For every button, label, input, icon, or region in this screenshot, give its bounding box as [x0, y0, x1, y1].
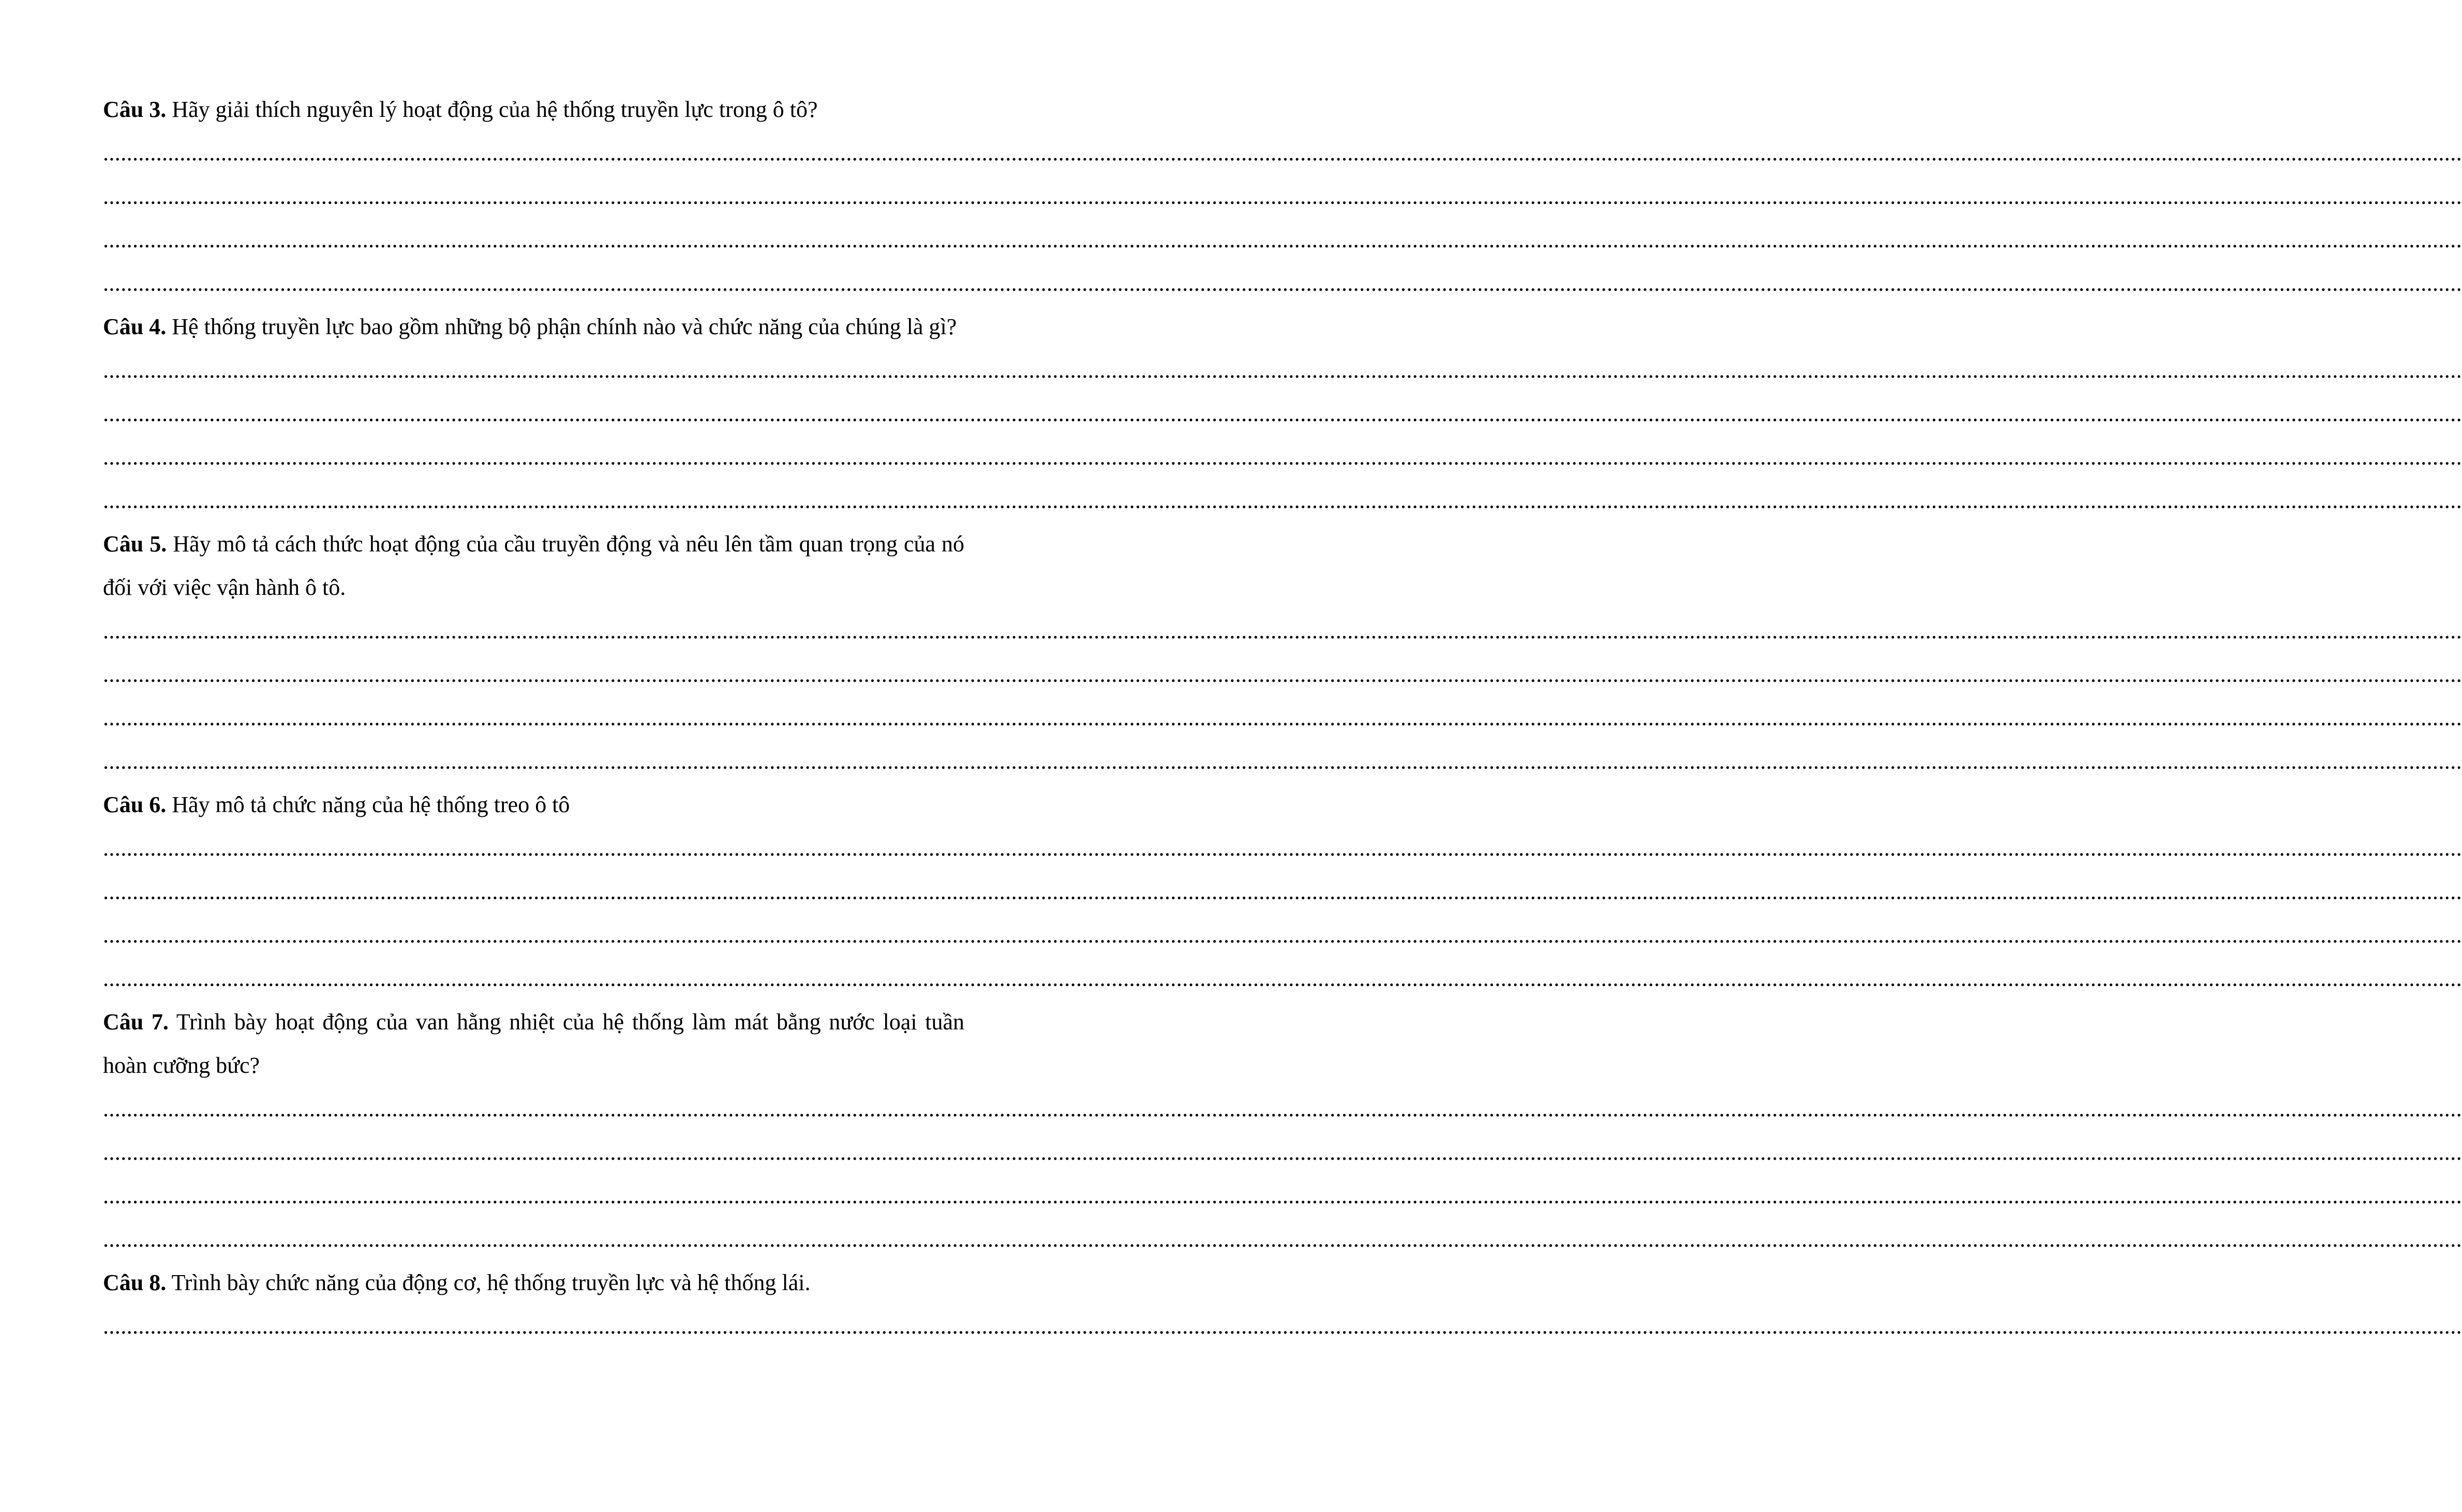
answer-lines: [103, 609, 2462, 783]
answer-dotted-line: ................................................................................................................................................................................................................................................................................................................................................................................................................: [103, 966, 2462, 991]
question-body: Hệ thống truyền lực bao gồm những bộ phận chính nào và chức năng của chúng là gì?: [166, 314, 957, 339]
question-body: Trình bày chức năng của động cơ, hệ thống truyền lực và hệ thống lái.: [166, 1270, 811, 1295]
answer-dotted-line: ................................................................................................................................................................................................................................................................................................................................................................................................................: [103, 184, 2462, 209]
question-8: [103, 1261, 2462, 1348]
answer-dotted-line: ................................................................................................................................................................................................................................................................................................................................................................................................................: [103, 227, 2462, 252]
question-3: [103, 88, 2462, 305]
question-label: Câu 7.: [103, 1009, 169, 1035]
answer-dotted-line: ................................................................................................................................................................................................................................................................................................................................................................................................................: [103, 748, 2462, 774]
answer-lines: [103, 1305, 2462, 1348]
question-text: [103, 1000, 964, 1087]
answer-dotted-line: ................................................................................................................................................................................................................................................................................................................................................................................................................: [103, 357, 2462, 383]
question-label: Câu 4.: [103, 314, 167, 339]
answer-dotted-line: ................................................................................................................................................................................................................................................................................................................................................................................................................: [103, 488, 2462, 513]
answer-dotted-line: ................................................................................................................................................................................................................................................................................................................................................................................................................: [103, 1096, 2462, 1121]
answer-dotted-line: ................................................................................................................................................................................................................................................................................................................................................................................................................: [103, 1183, 2462, 1208]
question-body: Hãy giải thích nguyên lý hoạt động của hệ thống truyền lực trong ô tô?: [166, 97, 818, 122]
answer-lines: [103, 1087, 2462, 1261]
answer-dotted-line: ................................................................................................................................................................................................................................................................................................................................................................................................................: [103, 879, 2462, 904]
question-6: [103, 783, 2462, 1000]
answer-lines: [103, 827, 2462, 1000]
answer-dotted-line: ................................................................................................................................................................................................................................................................................................................................................................................................................: [103, 401, 2462, 426]
question-body: Hãy mô tả cách thức hoạt động của cầu truyền động và nêu lên tầm quan trọng của nó đối với việc vận hành ô tô.: [103, 531, 964, 600]
question-label: Câu 8.: [103, 1270, 167, 1295]
question-7: [103, 1000, 2462, 1261]
answer-lines: [103, 349, 2462, 522]
worksheet-page: [103, 88, 2462, 1348]
answer-dotted-line: ................................................................................................................................................................................................................................................................................................................................................................................................................: [103, 662, 2462, 687]
answer-dotted-line: ................................................................................................................................................................................................................................................................................................................................................................................................................: [103, 1140, 2462, 1165]
question-label: Câu 3.: [103, 97, 167, 122]
question-body: Hãy mô tả chức năng của hệ thống treo ô tô: [166, 792, 570, 817]
answer-dotted-line: ................................................................................................................................................................................................................................................................................................................................................................................................................: [103, 140, 2462, 166]
answer-dotted-line: ................................................................................................................................................................................................................................................................................................................................................................................................................: [103, 444, 2462, 470]
question-body: Trình bày hoạt động của van hằng nhiệt của hệ thống làm mát bằng nước loại tuần hoàn cưỡng bức?: [103, 1009, 965, 1078]
question-text: [103, 305, 964, 349]
answer-dotted-line: ................................................................................................................................................................................................................................................................................................................................................................................................................: [103, 922, 2462, 948]
answer-dotted-line: ................................................................................................................................................................................................................................................................................................................................................................................................................: [103, 1313, 2462, 1339]
question-text: [103, 1261, 964, 1305]
answer-dotted-line: ................................................................................................................................................................................................................................................................................................................................................................................................................: [103, 705, 2462, 730]
answer-dotted-line: ................................................................................................................................................................................................................................................................................................................................................................................................................: [103, 835, 2462, 861]
answer-dotted-line: ................................................................................................................................................................................................................................................................................................................................................................................................................: [103, 618, 2462, 643]
answer-lines: [103, 131, 2462, 305]
question-text: [103, 88, 964, 131]
question-text: [103, 522, 964, 609]
question-5: [103, 522, 2462, 783]
question-label: Câu 6.: [103, 792, 167, 817]
question-label: Câu 5.: [103, 531, 167, 557]
question-text: [103, 783, 964, 827]
answer-dotted-line: ................................................................................................................................................................................................................................................................................................................................................................................................................: [103, 271, 2462, 296]
answer-dotted-line: ................................................................................................................................................................................................................................................................................................................................................................................................................: [103, 1226, 2462, 1252]
question-4: [103, 305, 2462, 522]
